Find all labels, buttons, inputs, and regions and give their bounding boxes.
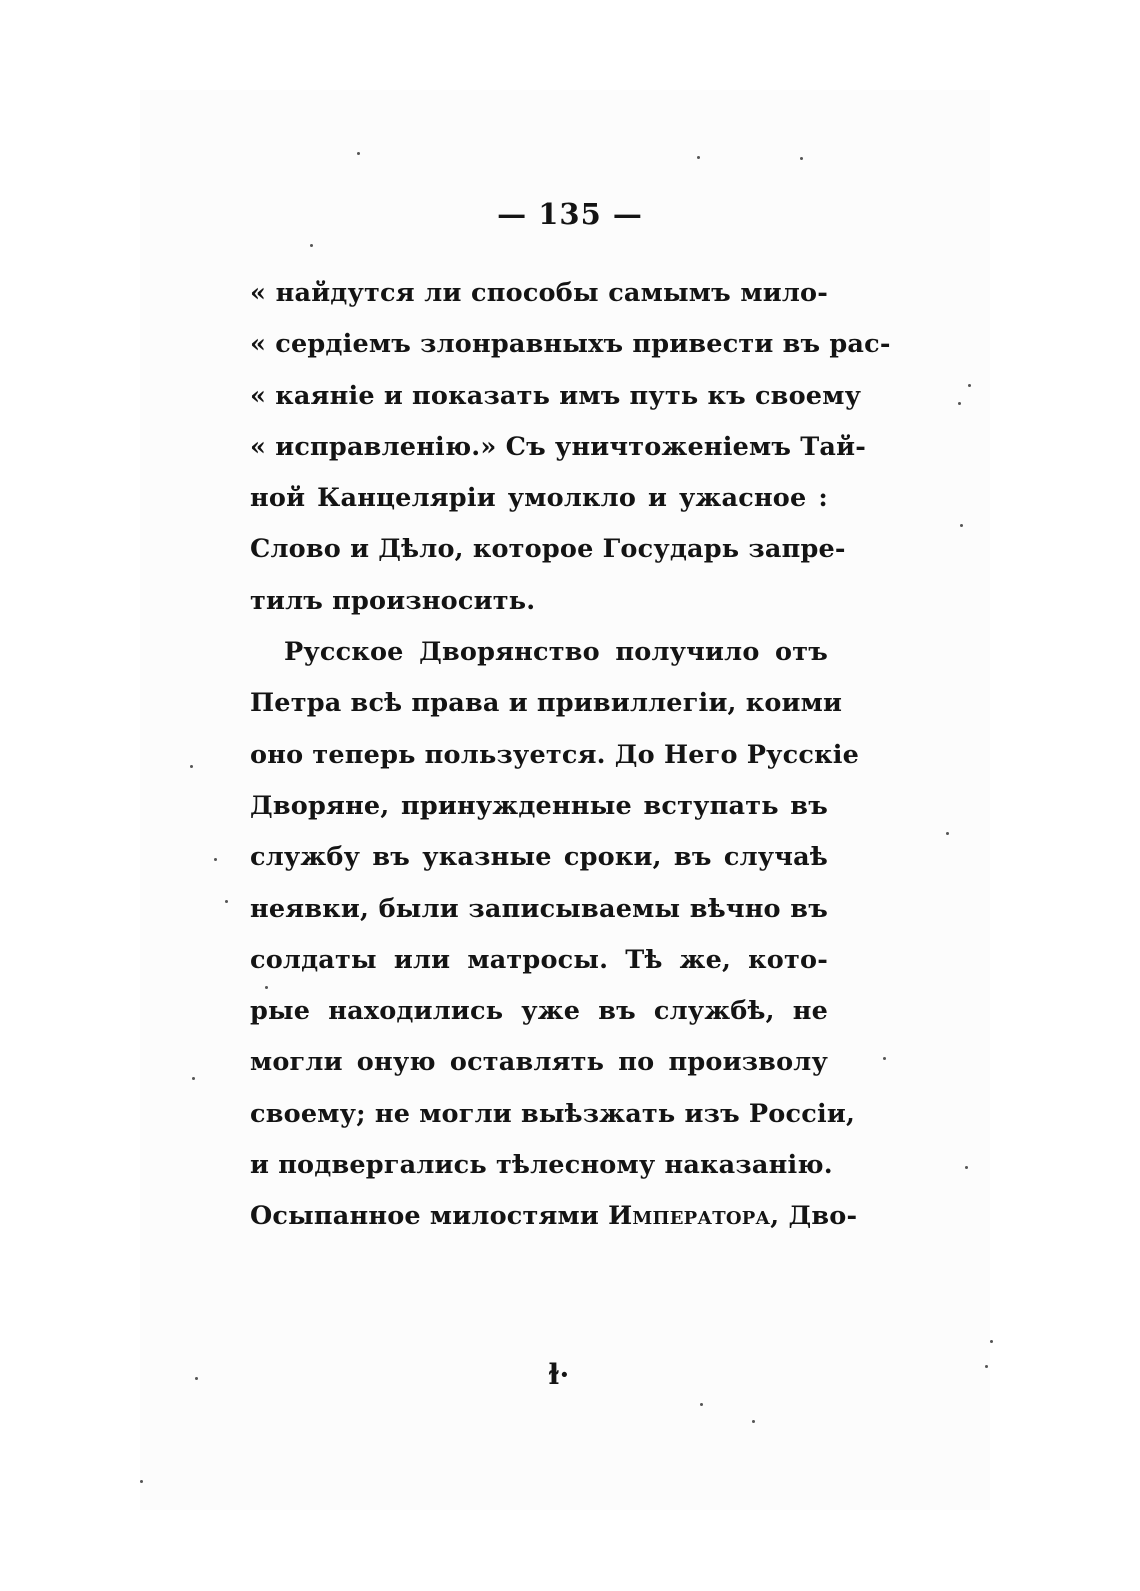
- scan-speck: [192, 1077, 195, 1080]
- scan-speck: [697, 156, 700, 159]
- text-line: тилъ произносить.: [250, 585, 536, 616]
- text-line: и подвергались тѣлесному наказанію.: [250, 1150, 833, 1181]
- scan-speck: [990, 1340, 993, 1343]
- scan-speck: [800, 157, 803, 160]
- scan-speck: [140, 1480, 143, 1483]
- text-line: Дворяне, принужденные вступать въ: [250, 790, 828, 821]
- scan-speck: [960, 524, 963, 527]
- body-text: [250, 268, 891, 1243]
- scan-speck: [700, 1403, 703, 1406]
- text-line: своему; не могли выѣзжать изъ Россіи,: [250, 1098, 856, 1129]
- text-span: , Дво-: [770, 1201, 858, 1232]
- text-line: Петра всѣ права и привиллегіи, коими: [250, 688, 843, 719]
- scan-speck: [265, 986, 268, 989]
- paragraph-first-line: Русское Дворянство получило отъ: [284, 637, 828, 668]
- scan-speck: [968, 384, 971, 387]
- scan-speck: [195, 1377, 198, 1380]
- text-line: оно теперь пользуется. До Него Русскіе: [250, 739, 860, 770]
- text-line: « сердіемъ злонравныхъ привести въ рас-: [250, 329, 891, 360]
- scan-speck: [946, 832, 949, 835]
- text-line: « найдутся ли способы самымъ мило-: [250, 278, 828, 308]
- text-line: ной Канцеляріи умолкло и ужасное :: [250, 483, 828, 514]
- text-line: рые находились уже въ службѣ, не: [250, 996, 828, 1027]
- scan-speck: [225, 900, 228, 903]
- text-line-last: [250, 1191, 858, 1242]
- scan-speck: [958, 402, 961, 405]
- page-number: — 135 —: [497, 197, 643, 231]
- text-line: Слово и Дѣло, которое Государь запре-: [250, 534, 846, 565]
- scan-speck: [310, 244, 313, 247]
- scan-speck: [965, 1166, 968, 1169]
- text-line: солдаты или матросы. Тѣ же, кото-: [250, 944, 828, 975]
- text-span: Осыпанное милостями: [250, 1201, 609, 1232]
- scan-speck: [190, 765, 193, 768]
- scan-speck: [883, 1057, 886, 1060]
- scan-speck: [357, 152, 360, 155]
- scan-speck: [985, 1365, 988, 1368]
- emperor-smallcaps: Императора: [608, 1201, 771, 1232]
- text-line: неявки, были записываемы вѣчно въ: [250, 893, 828, 924]
- scan-speck: [214, 858, 217, 861]
- text-line: « исправленію.» Съ уничтоженіемъ Тай-: [250, 431, 867, 462]
- text-line: службу въ указные сроки, въ случаѣ: [250, 842, 828, 873]
- scan-speck: [752, 1420, 755, 1423]
- footer-mark: ɫ·: [548, 1358, 570, 1391]
- text-line: « каяніе и показать имъ путь къ своему: [250, 380, 862, 411]
- text-line: могли оную оставлять по произволу: [250, 1047, 828, 1078]
